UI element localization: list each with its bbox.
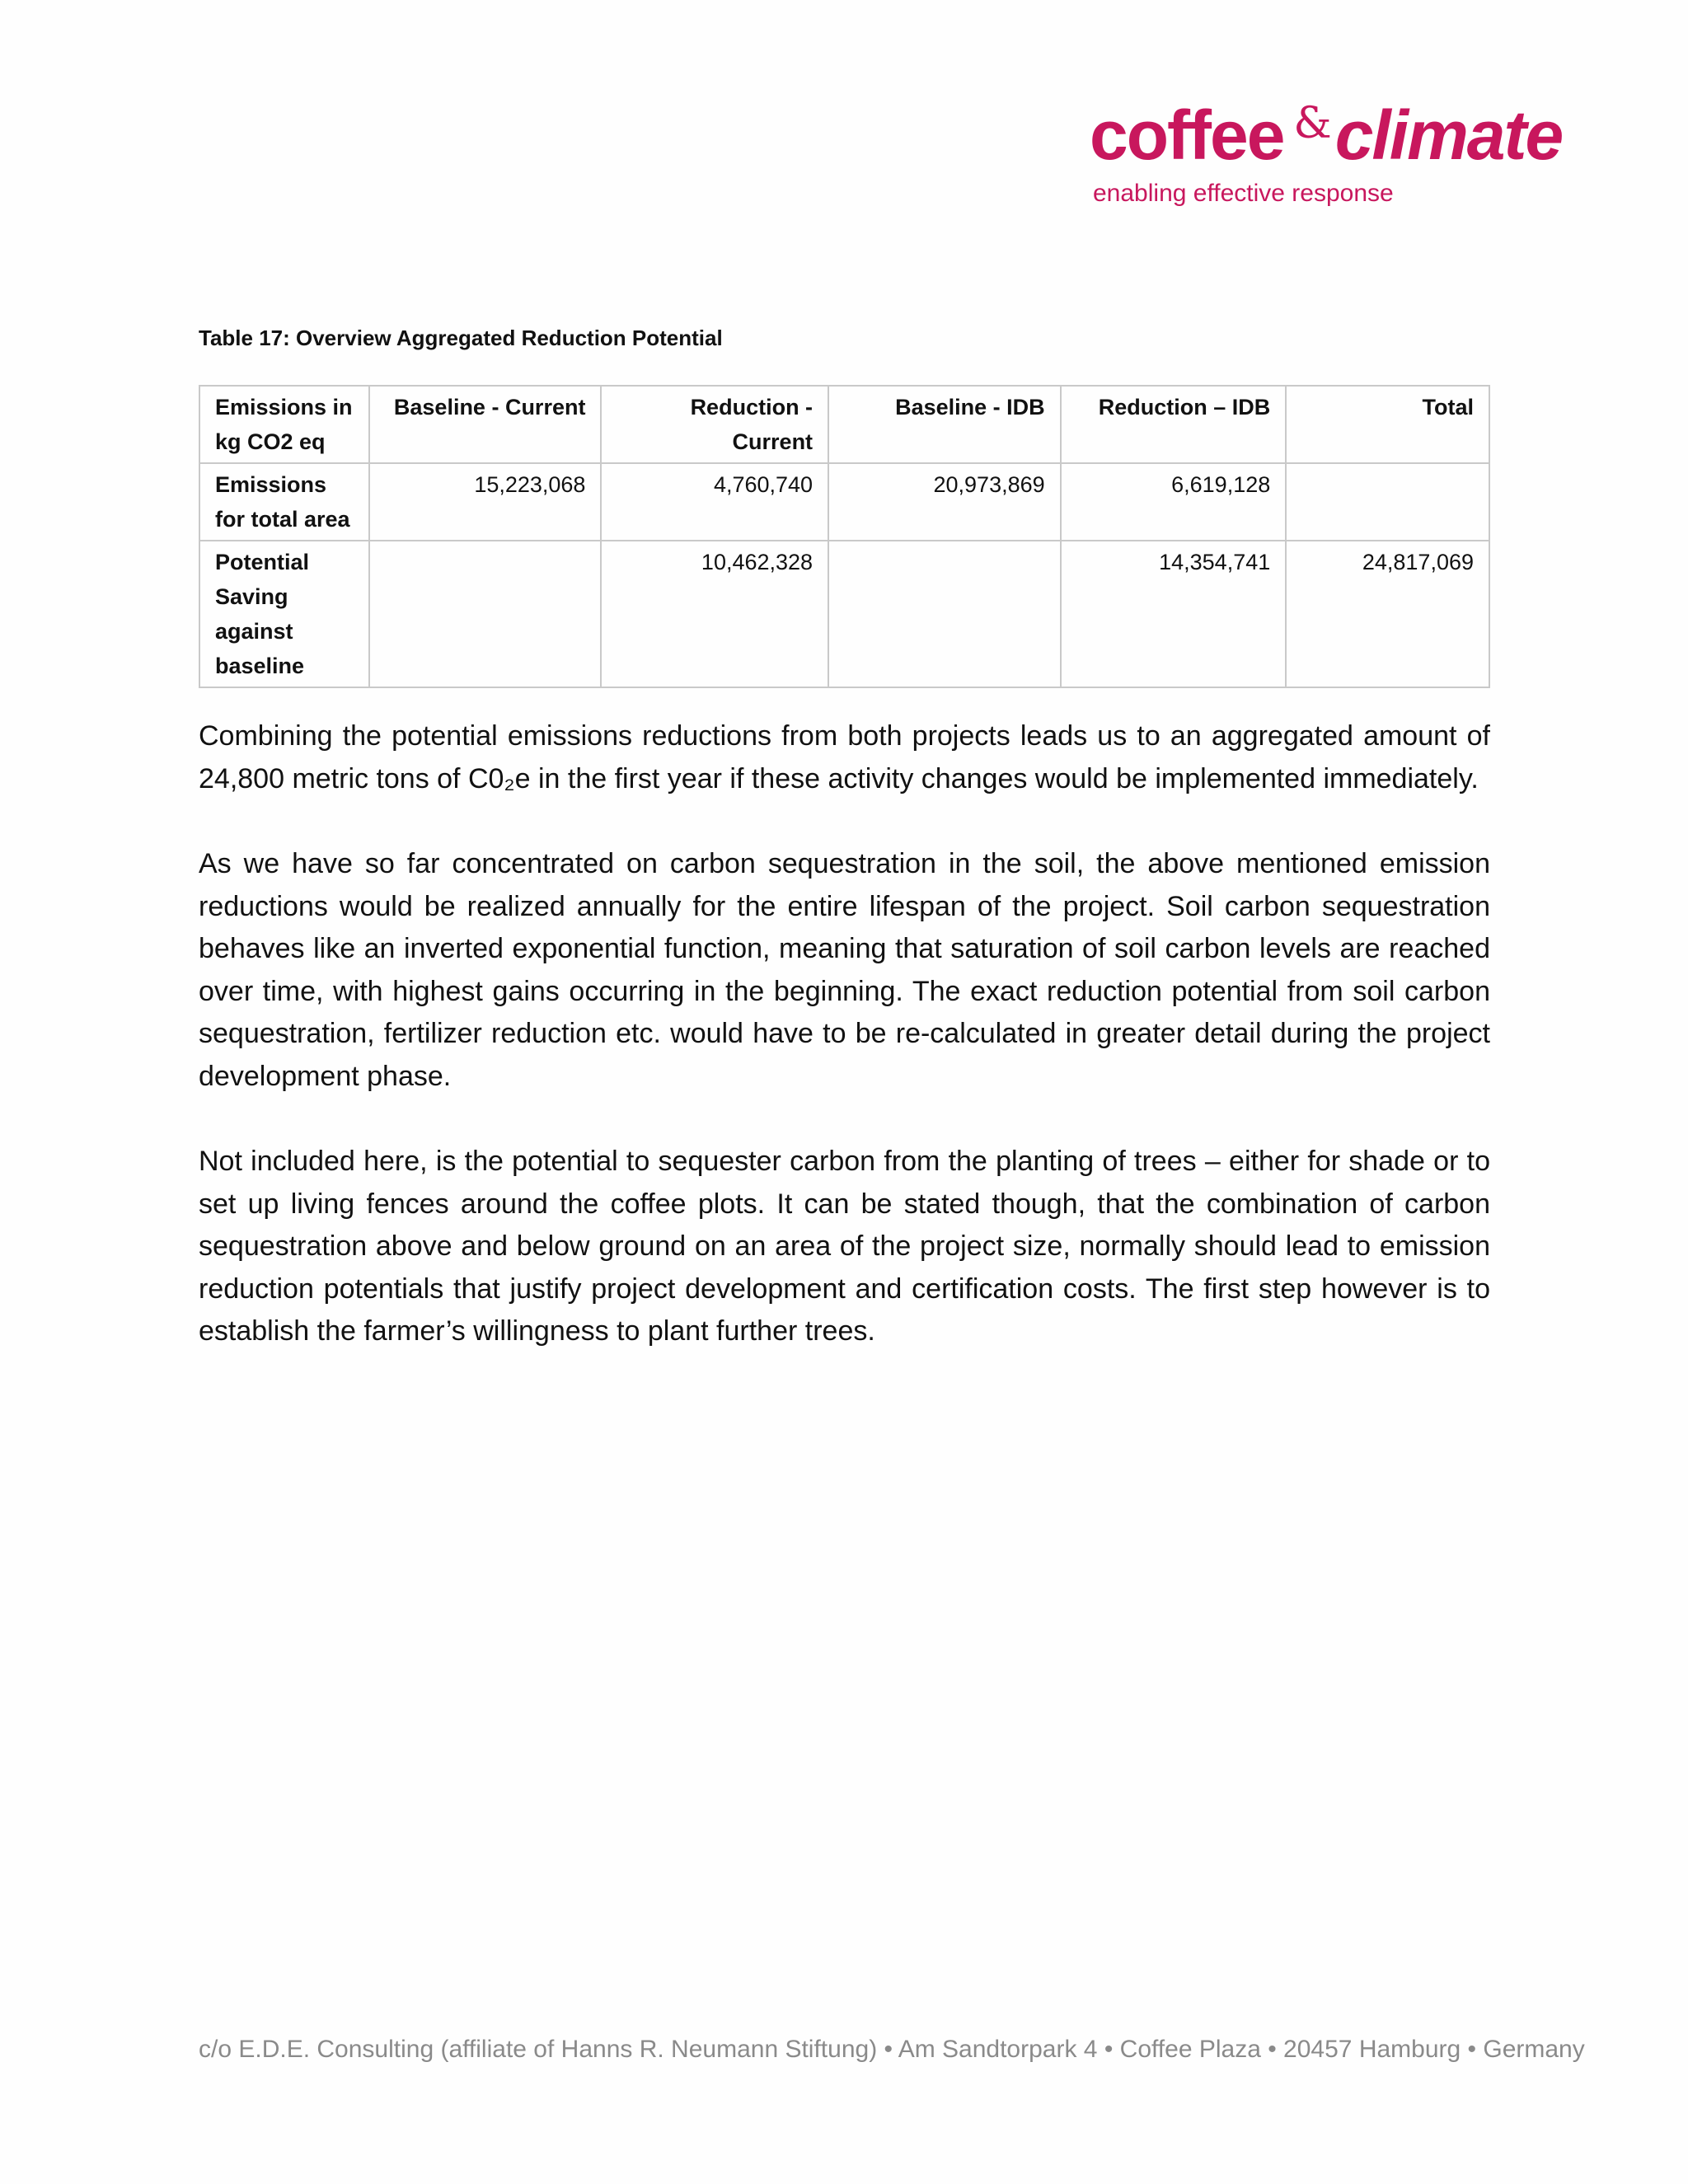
logo-word-climate: climate <box>1334 96 1563 174</box>
logo-ampersand: & <box>1293 99 1330 148</box>
column-header: Baseline - Current <box>369 386 602 463</box>
table-row <box>199 463 1489 541</box>
table-cell <box>1286 463 1489 541</box>
table-caption: Table 17: Overview Aggregated Reduction Potential <box>199 326 723 350</box>
column-header: Emissions in kg CO2 eq <box>199 386 369 463</box>
logo-tagline: enabling effective response <box>1093 180 1394 207</box>
table-header-row <box>199 386 1489 463</box>
row-header: Emissions for total area <box>199 463 369 541</box>
column-header: Reduction – IDB <box>1061 386 1287 463</box>
page-footer-address: c/o E.D.E. Consulting (affiliate of Hanns R. Neumann Stiftung) • Am Sandtorpark 4 • Coffee Plaza • 20457 Hamburg • Germany <box>199 2036 1585 2063</box>
table-cell: 14,354,741 <box>1061 541 1287 687</box>
table-cell: 4,760,740 <box>601 463 828 541</box>
table-cell: 20,973,869 <box>828 463 1061 541</box>
body-paragraph: Not included here, is the potential to sequester carbon from the planting of trees – either for shade or to set up living fences around the coffee plots. It can be stated though, that the combination of carbon sequestration above and below ground on an area of the project size, normally should lead to emission reduction potentials that justify project development and certification costs. The first step however is to establish the farmer’s willingness to plant further trees. <box>199 1146 1490 1347</box>
coffee-climate-logo <box>1090 89 1568 208</box>
body-paragraph: As we have so far concentrated on carbon sequestration in the soil, the above mentioned emission reductions would be realized annually for the entire lifespan of the project. Soil carbon sequestration behaves like an inverted exponential function, meaning that saturation of soil carbon levels are reached over time, with highest gains occurring in the beginning. The exact reduction potential from soil carbon sequestration, fertilizer reduction etc. would have to be re-calculated in greater detail during the project development phase. <box>199 848 1490 1092</box>
table-cell <box>369 541 602 687</box>
column-header: Total <box>1286 386 1489 463</box>
column-header: Baseline - IDB <box>828 386 1061 463</box>
column-header: Reduction - Current <box>601 386 828 463</box>
table-cell: 6,619,128 <box>1061 463 1287 541</box>
reduction-potential-table <box>199 385 1490 688</box>
body-paragraph: Combining the potential emissions reductions from both projects leads us to an aggregated amount of 24,800 metric tons of C0₂e in the first year if these activity changes would be implemented immediately. <box>199 720 1490 794</box>
table-cell <box>828 541 1061 687</box>
logo-word-coffee: coffee <box>1090 96 1284 174</box>
table-cell: 15,223,068 <box>369 463 602 541</box>
row-header: Potential Saving against baseline <box>199 541 369 687</box>
table-cell: 10,462,328 <box>601 541 828 687</box>
logo-wordmark <box>1090 89 1568 174</box>
table-cell: 24,817,069 <box>1286 541 1489 687</box>
table-row <box>199 541 1489 687</box>
